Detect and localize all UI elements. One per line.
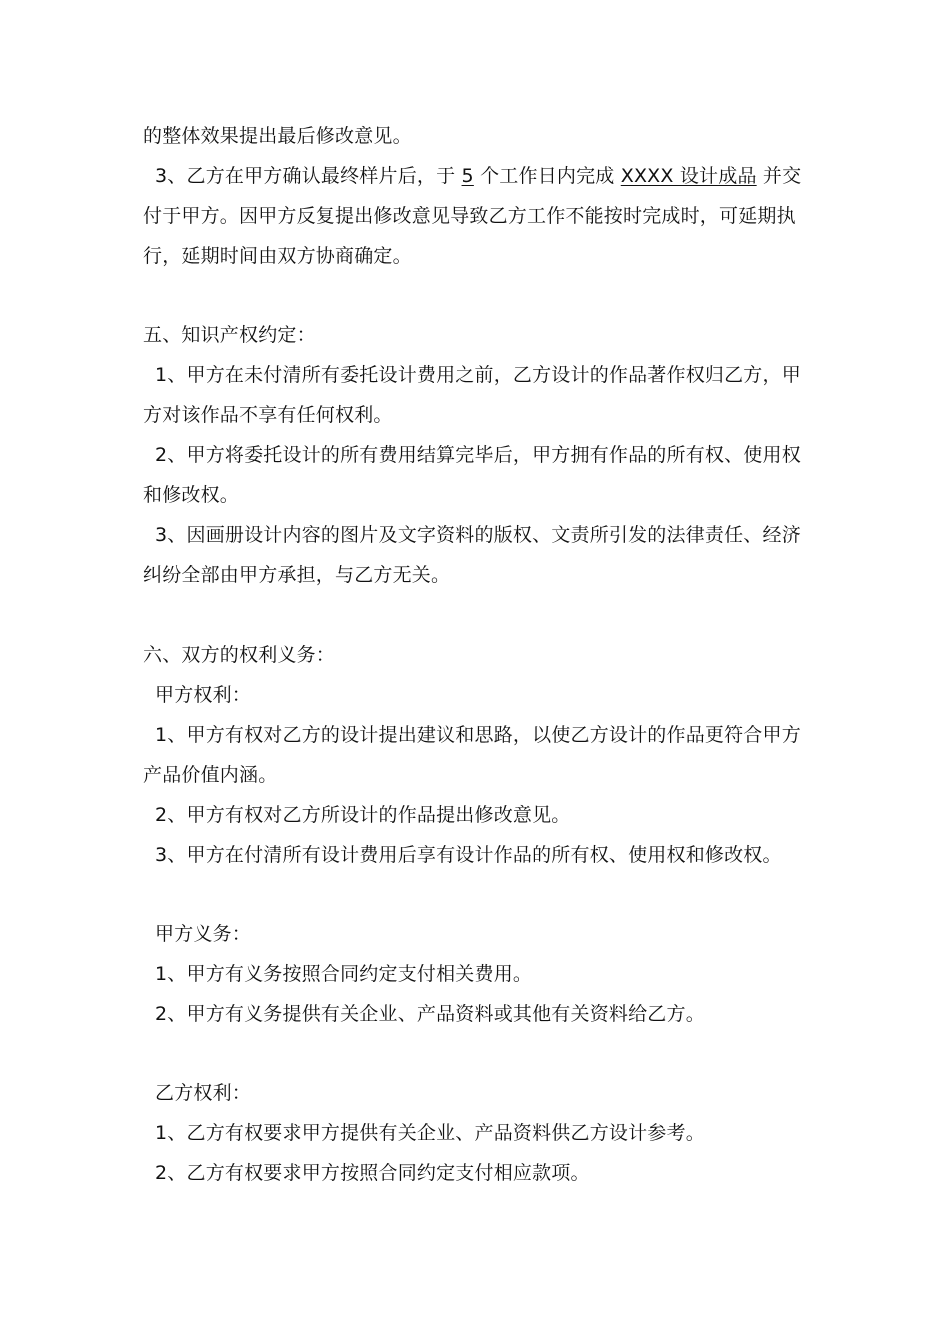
paragraph-line: 2、甲方有权对乙方所设计的作品提出修改意见。 [155, 804, 571, 826]
paragraph-line: 1、乙方有权要求甲方提供有关企业、产品资料供乙方设计参考。 [155, 1122, 705, 1144]
paragraph-line: 付于甲方。因甲方反复提出修改意见导致乙方工作不能按时完成时，可延期执 [143, 205, 796, 227]
paragraph-line: 2、甲方将委托设计的所有费用结算完毕后，甲方拥有作品的所有权、使用权 [155, 444, 801, 466]
section4-item3-line1 [155, 163, 801, 189]
paragraph-line: 2、乙方有权要求甲方按照合同约定支付相应款项。 [155, 1162, 590, 1184]
paragraph-line: 产品价值内涵。 [143, 764, 278, 786]
days-blank: 5 [461, 165, 474, 187]
paragraph-line: 方对该作品不享有任何权利。 [143, 404, 393, 426]
product-blank: XXXX 设计成品 [620, 165, 757, 187]
section-title: 五、知识产权约定： [143, 324, 316, 346]
subsection-heading: 甲方义务： [155, 923, 252, 945]
paragraph-line: 1、甲方在未付清所有委托设计费用之前，乙方设计的作品著作权归乙方，甲 [155, 364, 801, 386]
text-segment: 个工作日内完成 [480, 165, 615, 187]
paragraph-line: 行，延期时间由双方协商确定。 [143, 245, 412, 267]
paragraph-line: 2、甲方有义务提供有关企业、产品资料或其他有关资料给乙方。 [155, 1003, 705, 1025]
paragraph-line: 3、甲方在付清所有设计费用后享有设计作品的所有权、使用权和修改权。 [155, 844, 782, 866]
subsection-heading: 甲方权利： [155, 684, 252, 706]
paragraph-line: 1、甲方有权对乙方的设计提出建议和思路，以使乙方设计的作品更符合甲方 [155, 724, 801, 746]
paragraph-line: 3、因画册设计内容的图片及文字资料的版权、文责所引发的法律责任、经济 [155, 524, 801, 546]
paragraph-line: 纠纷全部由甲方承担，与乙方无关。 [143, 564, 451, 586]
text-segment: 3、乙方在甲方确认最终样片后，于 [155, 165, 456, 187]
text-segment: 并交 [762, 165, 802, 187]
section-title: 六、双方的权利义务： [143, 644, 336, 666]
paragraph-line: 的整体效果提出最后修改意见。 [143, 125, 412, 147]
paragraph-line: 和修改权。 [143, 484, 240, 506]
subsection-heading: 乙方权利： [155, 1082, 252, 1104]
paragraph-line: 1、甲方有义务按照合同约定支付相关费用。 [155, 963, 533, 985]
